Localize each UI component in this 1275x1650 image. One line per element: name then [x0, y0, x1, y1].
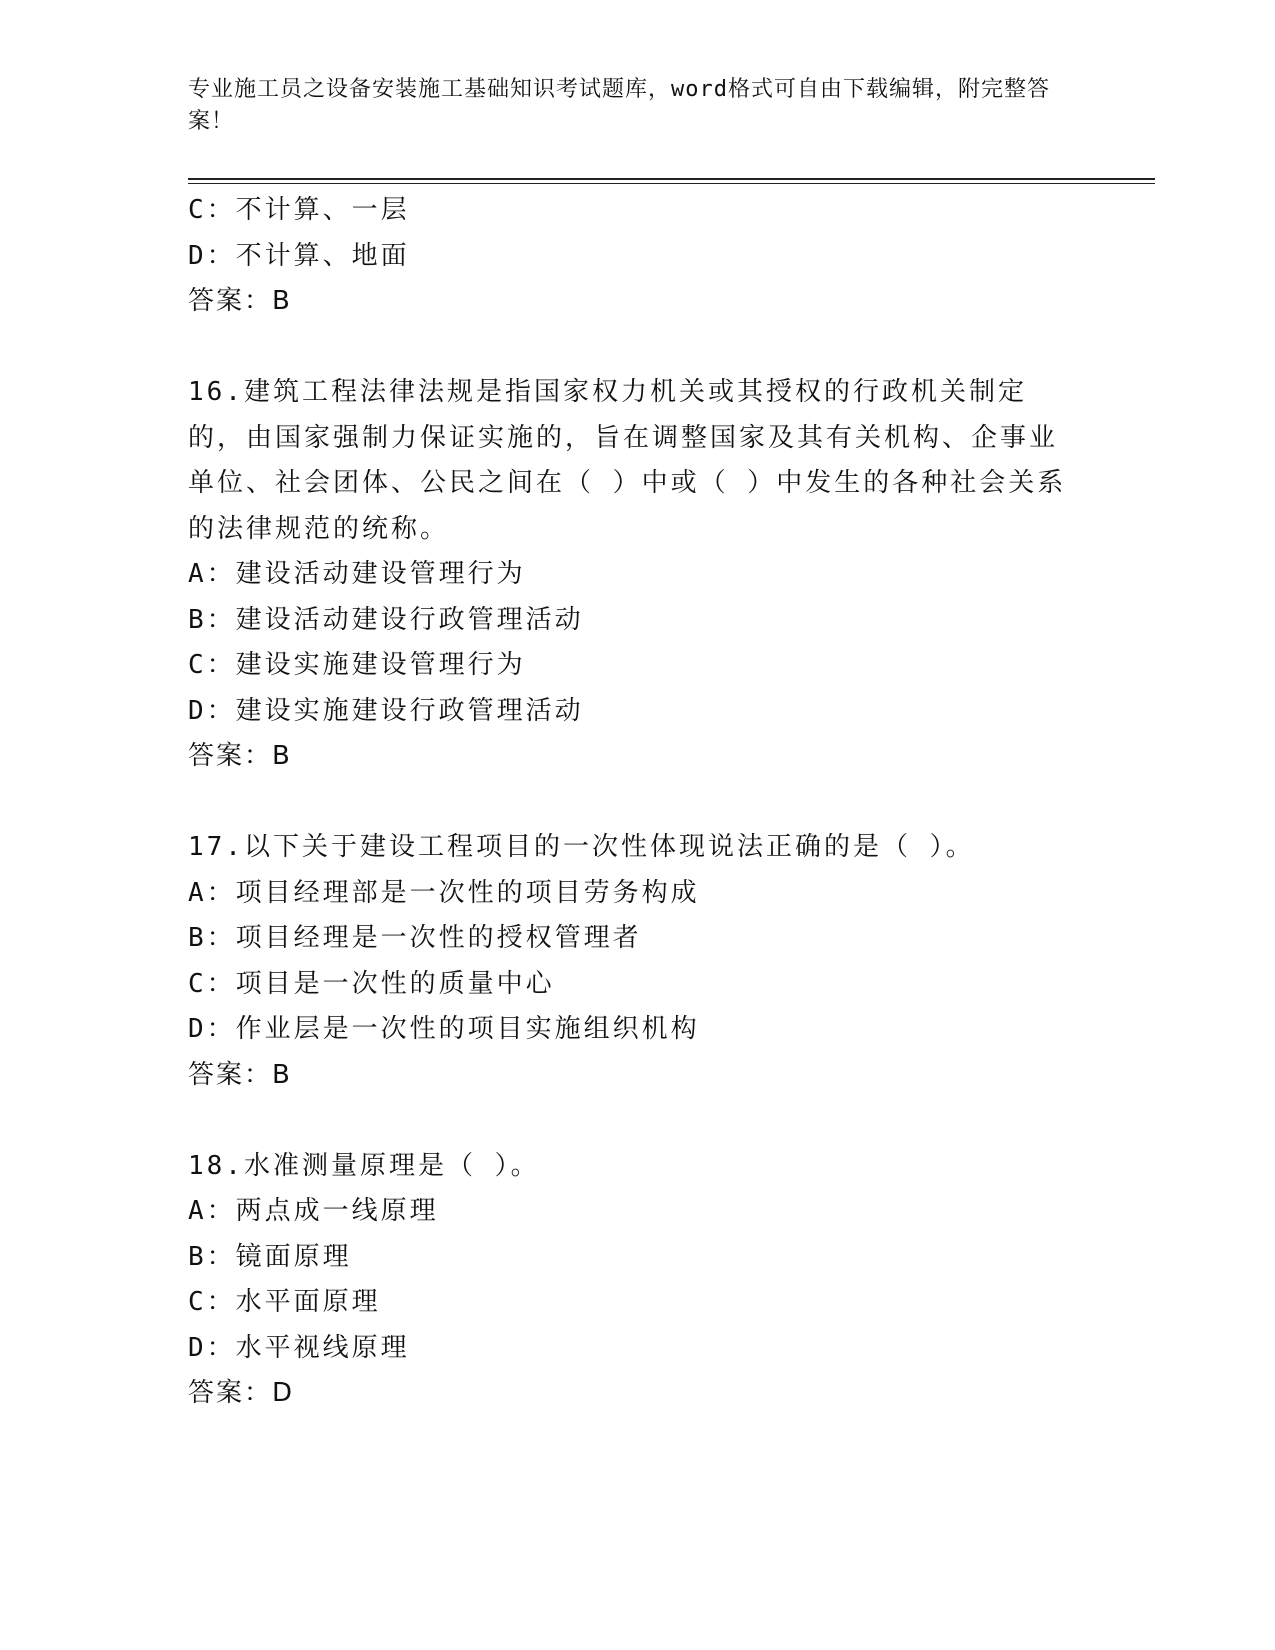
option-c: C：水平面原理	[188, 1287, 381, 1317]
answer: 答案：B	[188, 286, 292, 316]
option-b: B：项目经理是一次性的授权管理者	[188, 923, 642, 953]
option-a: A：建设活动建设管理行为	[188, 559, 526, 589]
option-d: D：作业层是一次性的项目实施组织机构	[188, 1014, 700, 1044]
question-15-fragment	[188, 188, 1068, 325]
question-content	[188, 188, 1068, 1417]
header-divider-thick	[188, 178, 1155, 180]
question-stem: 18.水准测量原理是（ ）。	[188, 1150, 540, 1181]
option-a: A：项目经理部是一次性的项目劳务构成	[188, 877, 700, 908]
spacer	[188, 325, 1068, 371]
option-b: B：镜面原理	[188, 1241, 352, 1272]
question-stem: 16.建筑工程法律法规是指国家权力机关或其授权的行政机关制定的，由国家强制力保证实施的，旨在调整国家及其有关机构、企事业单位、社会团体、公民之间在（ ）中或（ ）中发生的各种社会关系的法律规范的统称。	[188, 377, 1067, 544]
option-a: A：两点成一线原理	[188, 1196, 439, 1226]
option-c: C：项目是一次性的质量中心	[188, 968, 555, 999]
option-c: C：建设实施建设管理行为	[188, 650, 526, 680]
question-16	[188, 370, 1068, 780]
question-18	[188, 1144, 1068, 1417]
document-header: 专业施工员之设备安装施工基础知识考试题库，word格式可自由下载编辑，附完整答案！	[188, 77, 1050, 134]
option-d: D：水平视线原理	[188, 1332, 410, 1363]
answer: 答案：D	[188, 1378, 295, 1408]
spacer	[188, 1098, 1068, 1144]
spacer	[188, 780, 1068, 826]
option-c: C：不计算、一层	[188, 195, 410, 225]
question-stem: 17.以下关于建设工程项目的一次性体现说法正确的是（ ）。	[188, 832, 975, 862]
question-17	[188, 825, 1068, 1098]
answer: 答案：B	[188, 1059, 292, 1090]
option-b: B：建设活动建设行政管理活动	[188, 604, 584, 635]
option-d: D：不计算、地面	[188, 240, 410, 271]
option-d: D：建设实施建设行政管理活动	[188, 695, 584, 726]
answer: 答案：B	[188, 741, 292, 771]
header-divider-thin	[188, 183, 1155, 184]
